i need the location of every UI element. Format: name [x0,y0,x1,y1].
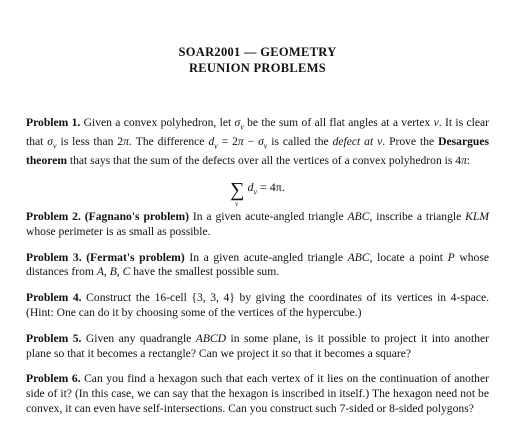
problem-2-name: (Fagnano's problem) [84,210,189,224]
problem-5-label: Problem 5. [26,331,82,345]
problem-4: Problem 4. Construct the 16-cell {3, 3, 4} by giving the coordinates of its vertices in 4-space. (Hint: One can do it by choosing some of the vertices of the hypercube.) [26,291,489,319]
defect-term: defect at v [332,135,383,149]
problem-3: Problem 3. (Fermat's problem) In a given acute-angled triangle ABC, locate a point P whose distances from A, B, C have the smallest possible sum. [26,250,490,279]
problem-2: Problem 2. (Fagnano's problem) In a given acute-angled triangle ABC, inscribe a triangle KLM whose perimeter is as small as possible. [26,210,490,238]
desargues-term: Desargues theorem [26,135,490,168]
problem-6: Problem 6. Can you find a hexagon such that each vertex of it lies on the continuation of another side of it? (In this case, we can say that the hexagon is inscribed in itself.) The hexagon need not be convex, it can even have self-intersections. Can you construct such 7-sided or 8-sided polygons? [26,372,489,415]
summation-symbol: ∑ v [230,178,245,208]
page-title [26,44,489,76]
problem-4-label: Problem 4. [26,291,82,305]
problem-3-label: Problem 3. [26,250,82,264]
problem-1-label: Problem 1. [26,116,81,129]
document-page [26,44,489,428]
problem-6-label: Problem 6. [26,372,81,386]
problem-3-name: (Fermat's problem) [86,250,185,264]
title-line-1: SOAR2001 — GEOMETRY [178,45,337,59]
summation-index: v [235,199,239,208]
problem-list [26,116,489,417]
problem-1: Problem 1. Given a convex polyhedron, let $\sigma_v$ be the sum of all flat angles at a vertex v. It is clear that $\sigma_v$ is less than 2π. The difference $d_v = 2\pi - \sigma_v$ is called the defect at v. Prove the Desargues theorem that says that the sum of the defects over all the vertices of a convex polyhedron is 4π: [26,116,490,168]
title-line-2: REUNION PROBLEMS [188,61,327,75]
problem-5: Problem 5. Given any quadrangle ABCD in some plane, is it possible to project it into another plane so that it becomes a rectangle? Can we project it so that it becomes a square? [26,331,489,360]
problem-2-label: Problem 2. [26,210,81,224]
defect-sum-formula: ∑ v $d_v = 4\pi$. [230,178,285,208]
